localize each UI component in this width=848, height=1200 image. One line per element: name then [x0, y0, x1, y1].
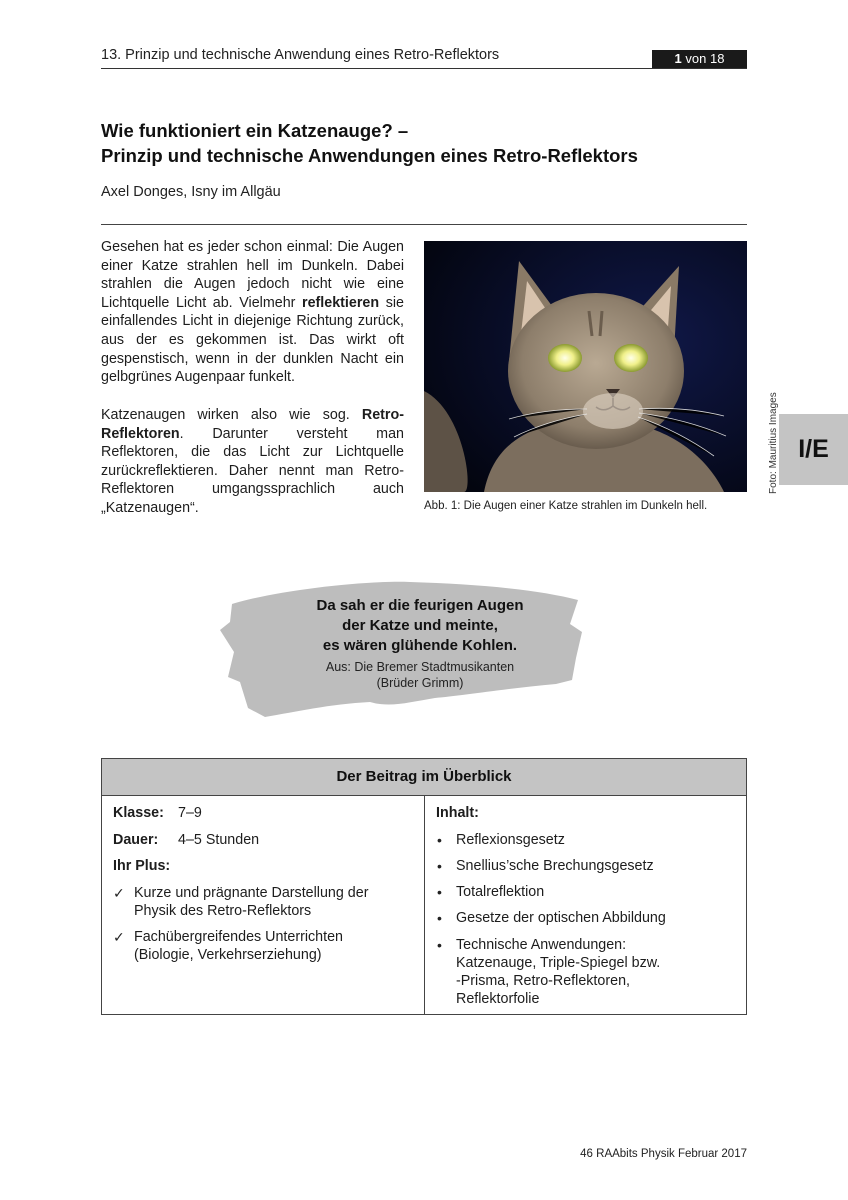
inhalt-item-3: Totalreflektion: [456, 884, 545, 900]
intro-paragraph-2: [101, 406, 404, 518]
article-title: [101, 118, 747, 168]
photo-credit-text: Foto: Mauritius Images: [768, 392, 779, 494]
plus-item-2-line-2: (Biologie, Verkehrserziehung): [134, 947, 322, 963]
dauer-value: 4–5 Stunden: [178, 832, 260, 848]
klasse-value: 7–9: [178, 805, 202, 821]
photo-credit: [755, 376, 779, 496]
inhalt-item-5-line-3: -Prisma, Retro-Reflektoren,: [456, 973, 630, 989]
intro-paragraph-1: [101, 238, 404, 387]
inhalt-item-5-line-2: Katzenauge, Triple-Spiegel bzw.: [456, 955, 661, 971]
intro-p2-text-a: Katzenaugen wirken also wie sog.: [101, 407, 362, 423]
inhalt-item-2: Snellius’sche Brechungsgesetz: [456, 858, 654, 874]
plus-item-1-line-1: Kurze und prägnante Darstellung der: [134, 885, 369, 901]
intro-p1-text-b: sie einfallendes Licht in diejenige Richtung zurück, aus der es gekommen ist. Das wirkt oft gespenstisch, wenn in der dunklen Nacht ein gelbgrünes Augenpaar funkelt.: [101, 294, 404, 386]
quote-line-3: es wären glühende Kohlen.: [322, 637, 518, 654]
dauer-row: [113, 832, 158, 848]
header-rule: [101, 68, 747, 69]
cat-photo: [424, 241, 747, 492]
inhalt-heading: [436, 805, 479, 821]
page-footer: 46 RAAbits Physik Februar 2017: [580, 1148, 747, 1160]
bullet-icon: •: [437, 832, 442, 848]
quote-source-2: (Brüder Grimm): [376, 676, 464, 690]
bullet-icon: •: [437, 858, 442, 874]
bullet-icon: •: [437, 937, 442, 953]
quote-source-1: Aus: Die Bremer Stadtmusikanten: [325, 660, 515, 674]
title-line-2: Prinzip und technische Anwendungen eines Retro-Reflektors: [101, 145, 638, 166]
title-line-1: Wie funktioniert ein Katzenauge? –: [101, 120, 409, 141]
klasse-row: [113, 805, 164, 821]
figure-caption: Abb. 1: Die Augen einer Katze strahlen im Dunkeln hell.: [424, 500, 708, 512]
page-total: von 18: [681, 51, 725, 66]
page-number-badge: [652, 50, 747, 68]
inhalt-item-4: Gesetze der optischen Abbildung: [456, 910, 666, 926]
plus-heading: [113, 858, 170, 874]
page-current: 1: [674, 51, 682, 66]
author: Axel Donges, Isny im Allgäu: [101, 184, 281, 200]
intro-p1-text-a: Gesehen hat es jeder schon einmal: Die Augen einer Katze strahlen hell im Dunkeln. Dabei strahlen die Augen jedoch nicht wie eine Lichtquelle Licht ab. Vielmehr: [101, 239, 404, 311]
running-head: 13. Prinzip und technische Anwendung eines Retro-Reflektors: [101, 47, 500, 63]
inhalt-item-5-line-1: Technische Anwendungen:: [456, 937, 627, 953]
inhalt-item-1: Reflexionsgesetz: [456, 832, 565, 848]
intro-p2-bold: Retro-Reflektoren: [101, 407, 404, 442]
bullet-icon: •: [437, 910, 442, 926]
plus-label: Ihr Plus:: [113, 858, 171, 874]
plus-item-1-line-2: Physik des Retro-Reflektors: [134, 903, 312, 919]
inhalt-item-5-line-4: Reflektorfolie: [456, 991, 540, 1007]
dauer-label: Dauer:: [113, 832, 159, 848]
intro-p2-text-b: . Darunter versteht man Reflektoren, die das Licht zur Lichtquelle zurückreflektieren. Daher nennt man Retro-Reflektoren umgangssprachlich auch „Katzenaugen“.: [101, 425, 404, 516]
bullet-icon: •: [437, 884, 442, 900]
overview-column-divider: [424, 796, 425, 1014]
side-tab-label: I/E: [798, 435, 829, 463]
title-rule: [101, 224, 747, 225]
check-icon: ✓: [113, 885, 125, 901]
quote-line-1: Da sah er die feurigen Augen: [316, 597, 524, 614]
klasse-label: Klasse:: [113, 805, 164, 821]
overview-heading: Der Beitrag im Überblick: [102, 759, 746, 796]
plus-item-2-line-1: Fachübergreifendes Unterrichten: [134, 929, 344, 945]
intro-p1-bold: reflektieren: [302, 294, 380, 311]
inhalt-label: Inhalt:: [436, 805, 479, 821]
quote-line-2: der Katze und meinte,: [342, 617, 498, 634]
check-icon: ✓: [113, 929, 125, 945]
overview-box: [101, 758, 747, 1015]
